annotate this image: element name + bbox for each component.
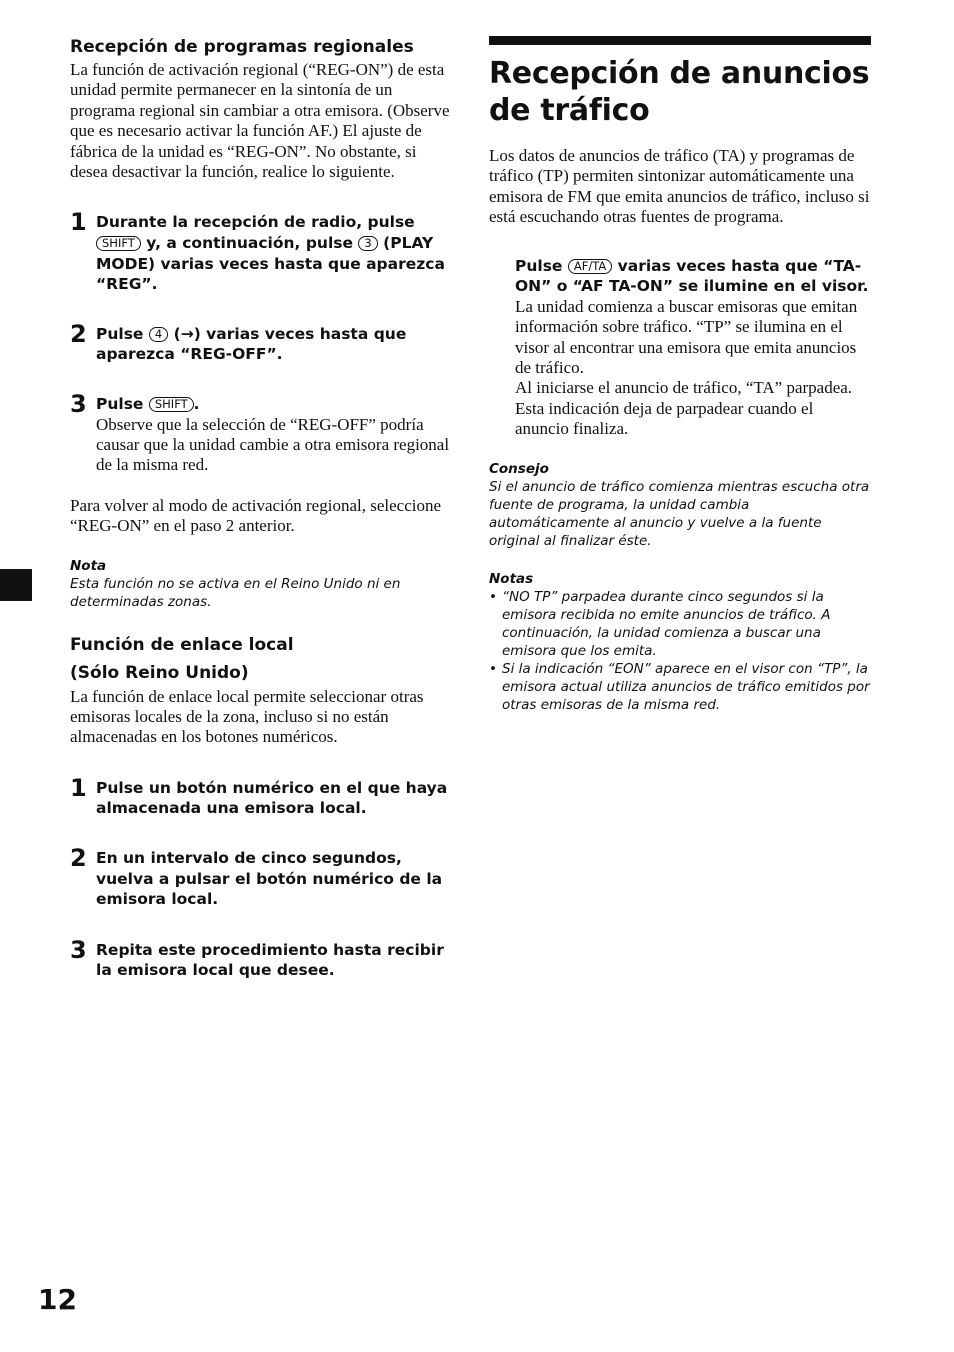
local-heading-line-2: (Sólo Reino Unido) [70, 662, 249, 683]
regional-outro: Para volver al modo de activación regional, seleccione “REG-ON” en el paso 2 anterior. [70, 495, 442, 536]
step-text: y, a continuación, pulse [146, 234, 354, 253]
key-4: 4 [149, 327, 168, 342]
shift-key: SHIFT [96, 236, 141, 251]
step-number: 1 [70, 773, 87, 802]
traffic-body-2: Al iniciarse el anuncio de tráfico, “TA” parpadea. Esta indicación deja de parpadear cuando el anuncio finaliza. [515, 378, 853, 439]
step-instruction [515, 256, 871, 297]
page-number: 12 [38, 1283, 77, 1316]
local-step-2 [70, 844, 455, 910]
step-instruction [96, 394, 455, 415]
step-instruction: Repita este procedimiento hasta recibir la emisora local que desee. [96, 940, 444, 980]
step-text: Pulse [515, 256, 563, 275]
tip-text: Si el anuncio de tráfico comienza mientras escucha otra fuente de programa, la unidad cambia automáticamente al anuncio y vuelve a la fuente original al finalizar éste. [489, 478, 870, 549]
traffic-instruction [489, 256, 871, 440]
step-text: Durante la recepción de radio, pulse [96, 213, 415, 232]
traffic-tip [489, 460, 871, 550]
regional-step-2 [70, 319, 455, 365]
regional-intro: La función de activación regional (“REG-ON”) de esta unidad permite permanecer en la sintonía de un programa regional sin cambiar a otra emisora. (Observe que es necesario activar la función AF.) El ajuste de fábrica de la unidad es “REG-ON”. No obstante, si desea desactivar la función, realice lo siguiente. [70, 60, 450, 182]
page-title: Recepción de anuncios de tráfico [489, 56, 870, 128]
traffic-intro: Los datos de anuncios de tráfico (TA) y programas de tráfico (TP) permiten sintonizar automáticamente una emisora de FM que emita anuncios de tráfico, incluso si está escuchando otras fuentes de programa. [489, 146, 870, 227]
local-step-3 [70, 935, 455, 981]
step-number: 3 [70, 935, 87, 964]
local-section [70, 631, 455, 981]
title-rule [489, 36, 871, 45]
step-instruction: En un intervalo de cinco segundos, vuelva a pulsar el botón numérico de la emisora local. [96, 849, 443, 909]
shift-key: SHIFT [149, 397, 194, 412]
step-text: . [193, 395, 200, 413]
step-number: 1 [70, 208, 87, 237]
step-instruction [96, 212, 455, 294]
step-text: ) varias veces hasta que aparezca “REG-OFF”. [96, 324, 407, 364]
traffic-body-1: La unidad comienza a buscar emisoras que emitan información sobre tráfico. “TP” se ilumina en el visor al encontrar una emisora que emita anuncios de tráfico. [515, 296, 858, 378]
notes-label: Notas [489, 570, 534, 587]
section-tab-marker [0, 569, 32, 601]
regional-heading: Recepción de programas regionales [70, 37, 414, 57]
regional-step-3 [70, 390, 455, 476]
local-heading-line-1: Función de enlace local [70, 634, 294, 655]
notes-list [489, 588, 871, 714]
step-instruction: Pulse un botón numérico en el que haya almacenada una emisora local. [96, 778, 448, 818]
local-heading [70, 631, 455, 687]
local-step-1 [70, 773, 455, 819]
note-label: Nota [70, 557, 107, 574]
left-column [70, 36, 455, 981]
list-item: • Si la indicación “EON” aparece en el visor con “TP”, la emisora actual utiliza anuncios de tráfico emitidos por otras emisoras de la misma red. [489, 660, 871, 714]
note-text: Esta función no se activa en el Reino Unido ni en determinadas zonas. [70, 575, 401, 610]
step-number: 3 [70, 390, 87, 418]
arrow-right-icon: → [180, 324, 194, 343]
step-text: varias veces hasta que “TA-ON” o “AF TA-ON” se ilumine en el visor. [515, 256, 869, 296]
step-text: Pulse [96, 324, 144, 343]
step-text: (PLAY MODE) varias veces hasta que aparezca “REG”. [96, 234, 445, 294]
traffic-notes [489, 570, 871, 714]
step-body: Observe que la selección de “REG-OFF” podría causar que la unidad cambie a otra emisora regional de la misma red. [96, 414, 450, 475]
regional-step-1 [70, 208, 455, 294]
regional-note [70, 557, 455, 611]
step-text: Pulse [96, 395, 144, 413]
tip-label: Consejo [489, 460, 549, 477]
local-intro: La función de enlace local permite seleccionar otras emisoras locales de la zona, incluso si no están almacenadas en los botones numéricos. [70, 686, 424, 747]
step-number: 2 [70, 319, 87, 348]
af-ta-key: AF/TA [568, 259, 612, 274]
step-instruction [96, 324, 455, 365]
key-3: 3 [358, 236, 377, 251]
list-item: • “NO TP” parpadea durante cinco segundos si la emisora recibida no emite anuncios de tráfico. A continuación, la unidad comienza a buscar una emisora que los emita. [489, 588, 871, 660]
step-text: ( [173, 324, 181, 343]
step-number: 2 [70, 844, 87, 873]
right-column [489, 36, 871, 714]
